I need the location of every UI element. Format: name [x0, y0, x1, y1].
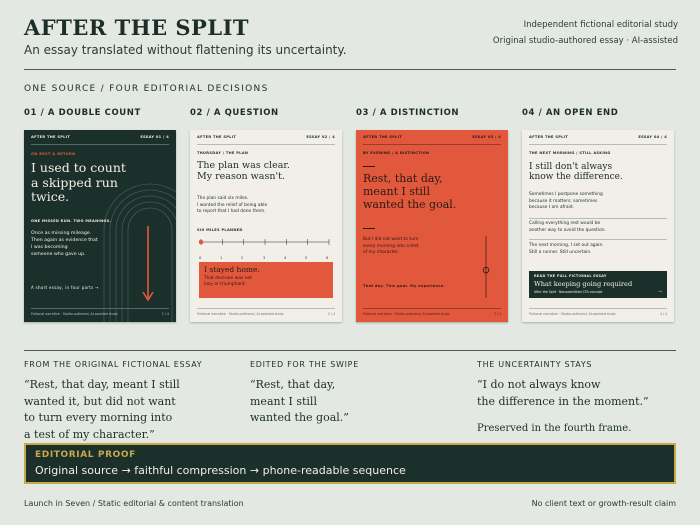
card-1[interactable]	[24, 130, 176, 322]
card-issue: ESSAY 04 / 4	[638, 135, 667, 139]
card-3-label: 03 / A DISTINCTION	[356, 108, 460, 118]
card-body-3: The next morning, I set out again. Still a runner. Still uncertain.	[529, 243, 604, 255]
uncertainty-note: Preserved in the fourth frame.	[477, 423, 632, 434]
card-rule	[31, 144, 169, 145]
card-brand: AFTER THE SPLIT	[529, 135, 569, 139]
card-rule	[363, 144, 501, 145]
scale-tick-labels	[199, 256, 333, 260]
card-footer-note: Fictional narrative · Studio-authored, AI-assisted study	[363, 312, 450, 316]
card-divider	[529, 218, 667, 219]
editorial-proof-banner	[24, 443, 676, 484]
concentric-track-graphic	[24, 130, 176, 322]
comparison-divider	[24, 350, 676, 351]
quote-uncertainty: “I do not always know the difference in the moment.”	[477, 378, 649, 408]
card-issue: ESSAY 02 / 4	[306, 135, 335, 139]
highlight-title: I stayed home.	[204, 265, 260, 274]
page-subtitle: An essay translated without flattening its uncertainty.	[24, 43, 347, 57]
card-page-number: 4 / 4	[659, 312, 667, 316]
card-brand: AFTER THE SPLIT	[197, 135, 237, 139]
cta-box[interactable]	[529, 271, 667, 298]
progress-dot	[199, 240, 203, 245]
tick-label: 5	[305, 256, 308, 260]
meta-line-2: Original studio-authored essay · AI-assisted	[492, 36, 678, 46]
card-brand: AFTER THE SPLIT	[31, 135, 71, 139]
accent-dash	[363, 166, 375, 167]
card-footer-rule	[31, 308, 169, 309]
card-4[interactable]	[522, 130, 674, 322]
cta-title: What keeping going required	[534, 280, 633, 288]
card-4-label: 04 / AN OPEN END	[522, 108, 619, 118]
card-issue: ESSAY 03 / 4	[472, 135, 501, 139]
card-headline: The plan was clear. My reason wasn't.	[197, 160, 290, 183]
card-body: Once as missing mileage. Then again as evidence that I was becoming someone who gave up.	[31, 231, 98, 258]
accent-dash-small	[363, 228, 375, 229]
card-kicker: THURSDAY / THE PLAN	[197, 151, 249, 155]
footer-left: Launch in Seven / Static editorial & content translation	[24, 499, 244, 508]
card-footer-rule	[529, 308, 667, 309]
card-footer-note: Fictional narrative · Studio-authored, AI-assisted study	[31, 312, 118, 316]
proof-text: Original source → faithful compression → phone-readable sequence	[35, 464, 406, 477]
card-2[interactable]	[190, 130, 342, 322]
card-brand: AFTER THE SPLIT	[363, 135, 403, 139]
meta-line-1: Independent fictional editorial study	[523, 20, 678, 30]
card-kicker: THE NEXT MORNING / STILL ASKING	[529, 151, 611, 155]
card-kicker-secondary: ONE MISSED RUN. TWO MEANINGS.	[31, 219, 112, 223]
comparison-heading-uncertainty: THE UNCERTAINTY STAYS	[477, 360, 593, 369]
card-body-1: Sometimes I postpone something because it matters; sometimes because I am afraid.	[529, 192, 603, 211]
card-page-number: 2 / 4	[327, 312, 335, 316]
section-label: ONE SOURCE / FOUR EDITORIAL DECISIONS	[24, 84, 269, 94]
card-body-2: Calling everything rest would be another way to avoid the question.	[529, 221, 606, 233]
proof-label: EDITORIAL PROOF	[35, 450, 136, 460]
tick-label: 2	[241, 256, 244, 260]
cta-kicker: READ THE FULL FICTIONAL ESSAY	[534, 274, 607, 278]
tick-label: 4	[284, 256, 287, 260]
card-rule	[197, 144, 335, 145]
card-2-label: 02 / A QUESTION	[190, 108, 279, 118]
card-footer-rule	[197, 308, 335, 309]
tick-label: 6	[326, 256, 329, 260]
tick-label: 0	[199, 256, 202, 260]
card-footer-rule	[363, 308, 501, 309]
card-issue: ESSAY 01 / 4	[140, 135, 169, 139]
card-kicker: BY EVENING / A DISTINCTION	[363, 151, 430, 155]
card-cta-link[interactable]: A short essay, in four parts →	[31, 285, 99, 290]
card-headline: Rest, that day, meant I still wanted the goal.	[363, 172, 457, 211]
card-page-number: 1 / 4	[161, 312, 169, 316]
footer-right: No client text or growth-result claim	[531, 499, 676, 508]
comparison-heading-edited: EDITED FOR THE SWIPE	[250, 360, 359, 369]
vertical-slider	[480, 234, 492, 300]
arrow-right-icon: →	[657, 289, 662, 295]
tick-label: 1	[220, 256, 223, 260]
card-body: But I did not want to turn every morning into a test of my character.	[363, 237, 419, 256]
card-body: The plan said six miles. I wanted the relief of being able to report that I had done them.	[197, 196, 268, 215]
card-divider	[529, 239, 667, 240]
mileage-scale	[199, 236, 333, 256]
header-divider	[24, 69, 676, 70]
card-footer-note: Fictional narrative · Studio-authored, AI-assisted study	[197, 312, 284, 316]
card-1-label: 01 / A DOUBLE COUNT	[24, 108, 141, 118]
card-page-number: 3 / 4	[493, 312, 501, 316]
card-3[interactable]	[356, 130, 508, 322]
card-footer-note: Fictional narrative · Studio-authored, AI-assisted study	[529, 312, 616, 316]
card-tagline: That day. This goal. My experience.	[363, 284, 446, 288]
quote-original: “Rest, that day, meant I still wanted it, but did not want to turn every morning into a test of my character.”	[24, 378, 180, 441]
card-headline: I still don't always know the difference.	[529, 162, 623, 183]
highlight-body: That decision was not lazy or triumphant.	[204, 276, 252, 288]
scale-label: SIX MILES PLANNED	[197, 228, 243, 232]
cta-subtitle: After the Split · Nonsubmitted CTA concept	[534, 290, 603, 294]
quote-edited: “Rest, that day, meant I still wanted the goal.”	[250, 378, 349, 424]
card-kicker: ON REST & RETURN	[31, 152, 76, 156]
tick-label: 3	[263, 256, 266, 260]
card-rule	[529, 144, 667, 145]
highlight-box	[199, 262, 333, 298]
comparison-heading-original: FROM THE ORIGINAL FICTIONAL ESSAY	[24, 360, 203, 369]
page-title: AFTER THE SPLIT	[24, 15, 250, 40]
card-headline: I used to count a skipped run twice.	[31, 160, 126, 204]
